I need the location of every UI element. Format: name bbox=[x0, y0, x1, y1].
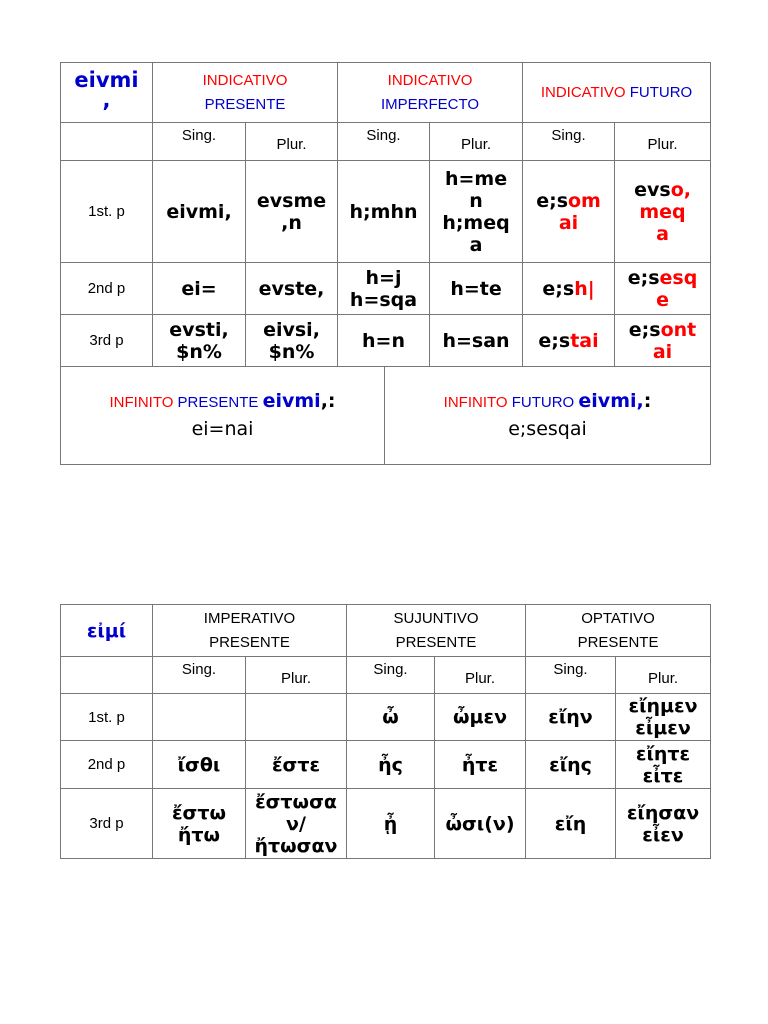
cell-pres-plur-2: evste, bbox=[246, 263, 338, 315]
cell-pres-plur-1: evsme ,n bbox=[246, 161, 338, 263]
sing-label: Sing. bbox=[523, 123, 615, 161]
cell-fut-sing-1: e;som ai bbox=[523, 161, 615, 263]
imperative-subjunctive-optative-table bbox=[60, 604, 711, 859]
cell-suj-plur-2: ἦτε bbox=[435, 741, 526, 789]
cell-opt-sing-2: εἴης bbox=[526, 741, 616, 789]
sing-label: Sing. bbox=[338, 123, 430, 161]
cell-fut-plur-3: e;sont ai bbox=[615, 315, 711, 367]
empty-cell bbox=[61, 123, 153, 161]
cell-fut-sing-3: e;stai bbox=[523, 315, 615, 367]
cell-imp-plur-3: ἔστωσα ν/ ἤτωσαν bbox=[246, 789, 347, 859]
header-optativo-presente: OPTATIVO PRESENTE bbox=[526, 605, 711, 657]
cell-imp-sing-2: ἴσθι bbox=[153, 741, 246, 789]
cell-imp-plur-1 bbox=[246, 694, 347, 741]
sing-label: Sing. bbox=[153, 123, 246, 161]
sing-label: Sing. bbox=[153, 657, 246, 694]
cell-suj-sing-3: ᾖ bbox=[347, 789, 435, 859]
cell-imp-sing-2: h=j h=sqa bbox=[338, 263, 430, 315]
cell-suj-plur-3: ὦσι(ν) bbox=[435, 789, 526, 859]
cell-opt-plur-3: εἴησαν εἶεν bbox=[616, 789, 711, 859]
cell-imp-plur-2: h=te bbox=[430, 263, 523, 315]
plur-label: Plur. bbox=[430, 123, 523, 161]
header-indicativo-imperfecto: INDICATIVO IMPERFECTO bbox=[338, 63, 523, 123]
cell-fut-plur-2: e;sesq e bbox=[615, 263, 711, 315]
cell-opt-plur-2: εἴητε εἶτε bbox=[616, 741, 711, 789]
sing-label: Sing. bbox=[526, 657, 616, 694]
header-indicativo-futuro: INDICATIVO FUTURO bbox=[523, 63, 711, 123]
cell-imp-sing-3: ἔστω ἤτω bbox=[153, 789, 246, 859]
infinitive-future: INFINITO FUTURO eivmi,: e;sesqai bbox=[385, 366, 711, 464]
cell-pres-plur-3: eivsi, $n% bbox=[246, 315, 338, 367]
indicative-table bbox=[60, 62, 711, 367]
header-indicativo-presente: INDICATIVO PRESENTE bbox=[153, 63, 338, 123]
plur-label: Plur. bbox=[616, 657, 711, 694]
cell-pres-sing-2: ei= bbox=[153, 263, 246, 315]
cell-suj-plur-1: ὦμεν bbox=[435, 694, 526, 741]
cell-pres-sing-3: evsti, $n% bbox=[153, 315, 246, 367]
header-imperativo-presente: IMPERATIVO PRESENTE bbox=[153, 605, 347, 657]
cell-imp-sing-1 bbox=[153, 694, 246, 741]
plur-label: Plur. bbox=[435, 657, 526, 694]
sing-label: Sing. bbox=[347, 657, 435, 694]
cell-suj-sing-1: ὦ bbox=[347, 694, 435, 741]
cell-opt-plur-1: εἴημεν εἶμεν bbox=[616, 694, 711, 741]
row-label-3rd: 3rd p bbox=[61, 789, 153, 859]
cell-pres-sing-1: eivmi, bbox=[153, 161, 246, 263]
cell-imp-plur-3: h=san bbox=[430, 315, 523, 367]
row-label-2nd: 2nd p bbox=[61, 741, 153, 789]
cell-fut-plur-1: evso, meq a bbox=[615, 161, 711, 263]
table-title-eivmi: eivmi , bbox=[61, 63, 153, 123]
plur-label: Plur. bbox=[246, 123, 338, 161]
cell-opt-sing-3: εἴη bbox=[526, 789, 616, 859]
row-label-1st: 1st. p bbox=[61, 161, 153, 263]
infinitive-present: INFINITO PRESENTE eivmi,: ei=nai bbox=[61, 366, 385, 464]
cell-imp-sing-1: h;mhn bbox=[338, 161, 430, 263]
empty-cell bbox=[61, 657, 153, 694]
row-label-2nd: 2nd p bbox=[61, 263, 153, 315]
plur-label: Plur. bbox=[615, 123, 711, 161]
row-label-1st: 1st. p bbox=[61, 694, 153, 741]
cell-imp-plur-1: h=me n h;meq a bbox=[430, 161, 523, 263]
cell-imp-sing-3: h=n bbox=[338, 315, 430, 367]
cell-suj-sing-2: ἦς bbox=[347, 741, 435, 789]
cell-fut-sing-2: e;sh| bbox=[523, 263, 615, 315]
plur-label: Plur. bbox=[246, 657, 347, 694]
cell-imp-plur-2: ἔστε bbox=[246, 741, 347, 789]
header-sujuntivo-presente: SUJUNTIVO PRESENTE bbox=[347, 605, 526, 657]
cell-opt-sing-1: εἴην bbox=[526, 694, 616, 741]
table-title-eimi: εἰμί bbox=[61, 605, 153, 657]
infinitive-table bbox=[60, 366, 711, 465]
row-label-3rd: 3rd p bbox=[61, 315, 153, 367]
